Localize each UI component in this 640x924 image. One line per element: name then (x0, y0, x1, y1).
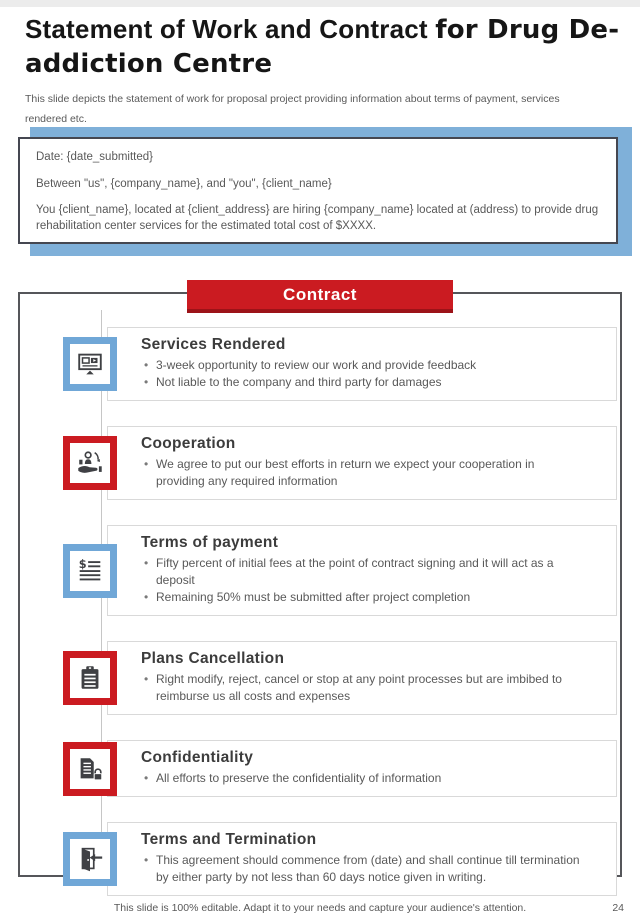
contract-item-terms-of-payment (78, 525, 617, 616)
slide-header (25, 13, 622, 129)
clipboard-icon (75, 663, 105, 693)
plans-cancellation-title: Plans Cancellation (141, 650, 285, 668)
page-title-part1: Statement of Work and Contract (25, 14, 436, 44)
sow-between-line: Between "us", {company_name}, and "you", {client_name} (36, 177, 332, 190)
bullet: • 3-week opportunity to review our work and provide feedback (141, 357, 581, 374)
monitor-presentation-icon (75, 349, 105, 379)
page-subtitle: This slide depicts the statement of work for proposal project providing information about terms of payment, services rendered etc. (25, 92, 560, 125)
services-rendered-title: Services Rendered (141, 336, 286, 353)
contract-items (78, 327, 617, 921)
terms-of-payment-box (107, 525, 617, 616)
hand-person-icon (75, 448, 105, 478)
services-rendered-box (107, 327, 617, 401)
bullet: • This agreement should commence from (date) and shall continue till termination by either party by not less than 60 days notice given in writing. (141, 852, 581, 886)
confidentiality-bullets (141, 770, 581, 787)
cooperation-title: Cooperation (141, 435, 236, 453)
terms-and-termination-box (107, 822, 617, 896)
cooperation-bullets (141, 456, 581, 490)
page-number: 24 (612, 902, 624, 914)
bullet: • Not liable to the company and third party for damages (141, 374, 581, 391)
contract-item-confidentiality (107, 740, 617, 797)
svg-text:$: $ (78, 557, 87, 571)
top-edge-strip (0, 0, 640, 7)
terms-of-payment-icon-frame (63, 544, 117, 598)
services-rendered-icon-frame (63, 337, 117, 391)
sow-hiring-line: You {client_name}, located at {client_address} are hiring {company_name} located at (address) to provide drug rehabilitation center services for the estimated total cost of $XXXX. (36, 204, 599, 232)
terms-of-payment-bullets (141, 555, 581, 606)
contract-item-cooperation (107, 426, 617, 500)
plans-cancellation-icon-frame (63, 651, 117, 705)
terms-and-termination-bullets (141, 852, 581, 886)
services-rendered-bullets (141, 357, 581, 391)
plans-cancellation-box (107, 641, 617, 715)
statement-of-work-section (0, 124, 640, 258)
bullet: • Right modify, reject, cancel or stop at any point processes but are imbibed to reimburse us all costs and expenses (141, 671, 581, 705)
plans-cancellation-bullets (141, 671, 581, 705)
contract-item-plans-cancellation (107, 641, 617, 715)
slide-footer (0, 902, 640, 918)
terms-and-termination-title: Terms and Termination (141, 831, 317, 849)
footer-note: This slide is 100% editable. Adapt it to your needs and capture your audience's attention. (113, 902, 527, 914)
contract-banner: Contract (187, 280, 453, 313)
terms-of-payment-title: Terms of payment (141, 534, 279, 552)
invoice-dollar-icon (75, 556, 105, 586)
document-lock-icon (75, 754, 105, 784)
contract-panel (18, 285, 622, 885)
contract-item-services-rendered (107, 327, 617, 401)
bullet: • We agree to put our best efforts in return we expect your cooperation in providing any required information (141, 456, 581, 490)
terms-and-termination-icon-frame (63, 832, 117, 886)
door-exit-icon (75, 844, 105, 874)
confidentiality-title: Confidentiality (141, 749, 254, 767)
page-title (25, 13, 622, 82)
page-title-part2: for Drug De-addiction Centre (25, 15, 620, 80)
sow-text-box (18, 137, 618, 244)
sow-date-line: Date: {date_submitted} (36, 151, 153, 163)
bullet: • Fifty percent of initial fees at the point of contract signing and it will act as a deposit (141, 555, 581, 589)
confidentiality-icon-frame (63, 742, 117, 796)
contract-item-terms-and-termination (107, 822, 617, 896)
cooperation-icon-frame (63, 436, 117, 490)
bullet: • All efforts to preserve the confidentiality of information (141, 770, 581, 787)
confidentiality-box (107, 740, 617, 797)
bullet: • Remaining 50% must be submitted after project completion (141, 589, 581, 606)
cooperation-box (107, 426, 617, 500)
